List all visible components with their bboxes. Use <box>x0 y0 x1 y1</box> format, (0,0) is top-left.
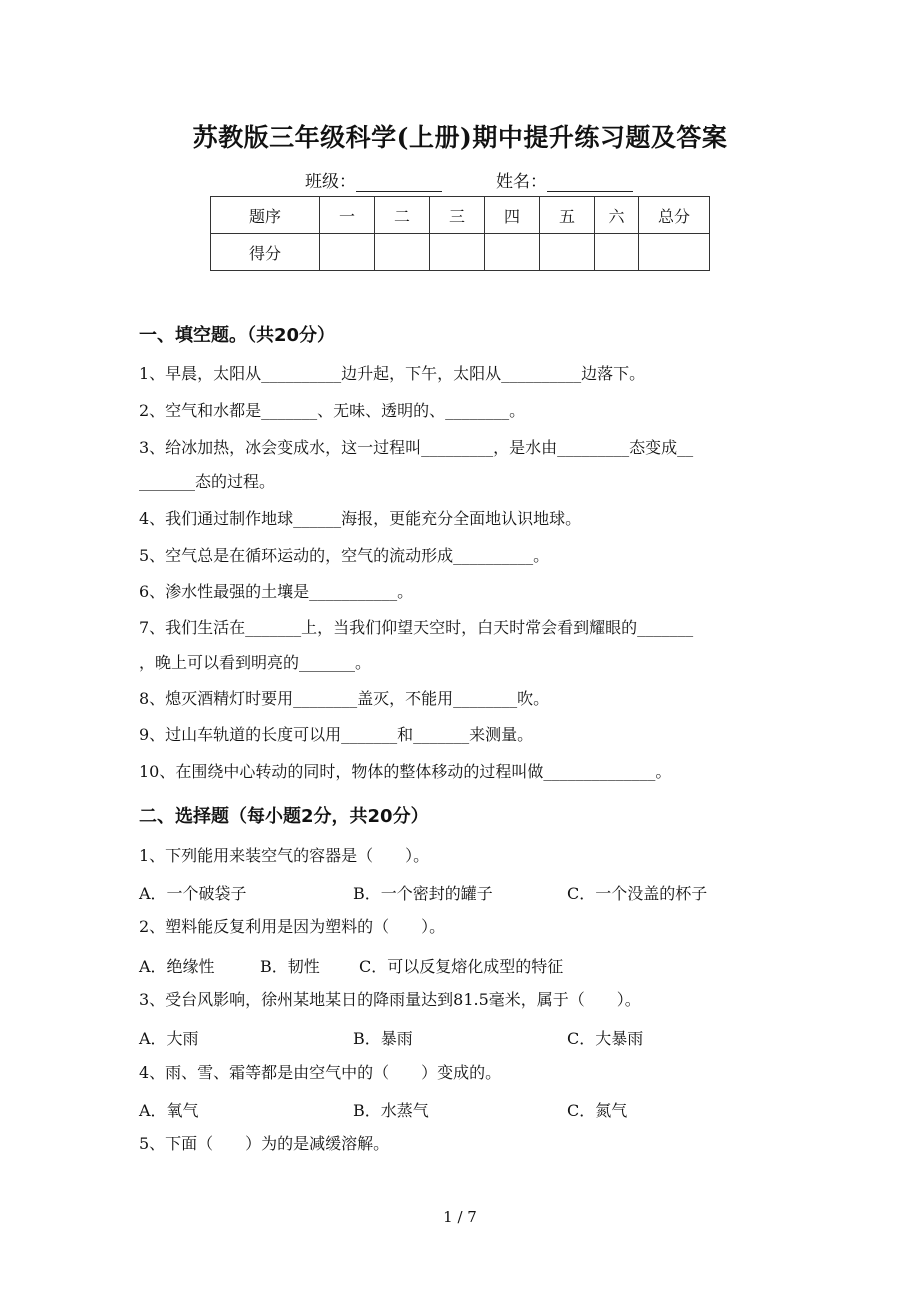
choice-option[interactable]: A．一个破袋子 <box>139 884 247 903</box>
score-cell[interactable] <box>595 234 639 271</box>
choice-option[interactable]: C．大暴雨 <box>567 1029 644 1048</box>
choice-question-stem: 3、受台风影响，徐州某地某日的降雨量达到81.5毫米，属于（ ）。 <box>139 990 641 1009</box>
choice-question-stem: 2、塑料能反复利用是因为塑料的（ ）。 <box>139 917 446 936</box>
choice-question-stem: 5、下面（ ）为的是减缓溶解。 <box>139 1134 390 1153</box>
score-header-cell: 一 <box>320 197 375 234</box>
name-label: 姓名： <box>496 172 547 192</box>
score-header-cell: 四 <box>485 197 540 234</box>
fill-blank-question: 7、我们生活在_______上，当我们仰望天空时，白天时常会看到耀眼的_______ <box>139 618 694 637</box>
fill-blank-question-cont: _______态的过程。 <box>139 472 276 491</box>
fill-blank-question: 4、我们通过制作地球______海报，更能充分全面地认识地球。 <box>139 509 582 528</box>
score-header-cell: 三 <box>430 197 485 234</box>
choice-option[interactable]: A．氧气 <box>139 1101 199 1120</box>
fill-blank-question: 3、给冰加热，冰会变成水，这一过程叫_________，是水由_________态变成__ <box>139 438 694 457</box>
choice-option[interactable]: A．大雨 <box>139 1029 199 1048</box>
choice-option[interactable]: B．一个密封的罐子 <box>353 884 493 903</box>
score-table-score-row <box>211 234 710 271</box>
class-blank <box>356 173 442 192</box>
page-number: 1 / 7 <box>443 1208 477 1226</box>
section2-title: 二、选择题（每小题2分，共20分） <box>139 806 429 827</box>
choice-option[interactable]: B．暴雨 <box>353 1029 413 1048</box>
score-cell[interactable] <box>320 234 375 271</box>
choice-option[interactable]: A．绝缘性 <box>139 957 215 976</box>
score-cell[interactable] <box>430 234 485 271</box>
score-cell[interactable] <box>485 234 540 271</box>
choice-question-stem: 4、雨、雪、霜等都是由空气中的（ ）变成的。 <box>139 1063 502 1082</box>
fill-blank-question: 1、早晨，太阳从__________边升起，下午，太阳从__________边落下。 <box>139 364 646 383</box>
choice-question-stem: 1、下列能用来装空气的容器是（ ）。 <box>139 846 430 865</box>
fill-blank-question: 2、空气和水都是_______、无味、透明的、________。 <box>139 401 526 420</box>
choice-option[interactable]: C．可以反复熔化成型的特征 <box>359 957 564 976</box>
choice-option[interactable]: B．韧性 <box>260 957 320 976</box>
fill-blank-question: 9、过山车轨道的长度可以用_______和_______来测量。 <box>139 725 534 744</box>
score-header-cell: 二 <box>375 197 430 234</box>
fill-blank-question: 10、在围绕中心转动的同时，物体的整体移动的过程叫做______________。 <box>139 762 672 781</box>
fill-blank-question: 5、空气总是在循环运动的，空气的流动形成__________。 <box>139 546 550 565</box>
fill-blank-question: 8、熄灭酒精灯时要用________盖灭，不能用________吹。 <box>139 689 550 708</box>
name-blank <box>547 173 633 192</box>
score-header-cell: 六 <box>595 197 639 234</box>
choice-option[interactable]: C．氮气 <box>567 1101 628 1120</box>
fill-blank-question: 6、渗水性最强的土壤是___________。 <box>139 582 414 601</box>
page-title: 苏教版三年级科学(上册)期中提升练习题及答案 <box>192 123 728 152</box>
score-table-header-row <box>211 197 710 234</box>
score-cell[interactable] <box>639 234 710 271</box>
score-header-cell: 五 <box>540 197 595 234</box>
student-info-line <box>305 167 633 192</box>
score-cell[interactable] <box>540 234 595 271</box>
score-header-cell: 总分 <box>639 197 710 234</box>
class-label: 班级： <box>305 172 356 192</box>
score-header-cell: 题序 <box>211 197 320 234</box>
fill-blank-question-cont: ，晚上可以看到明亮的_______。 <box>139 653 372 672</box>
section1-title: 一、填空题。（共20分） <box>139 325 336 346</box>
score-cell[interactable] <box>375 234 430 271</box>
score-table <box>210 196 710 271</box>
choice-option[interactable]: C．一个没盖的杯子 <box>567 884 708 903</box>
score-row-label: 得分 <box>211 234 320 271</box>
choice-option[interactable]: B．水蒸气 <box>353 1101 429 1120</box>
